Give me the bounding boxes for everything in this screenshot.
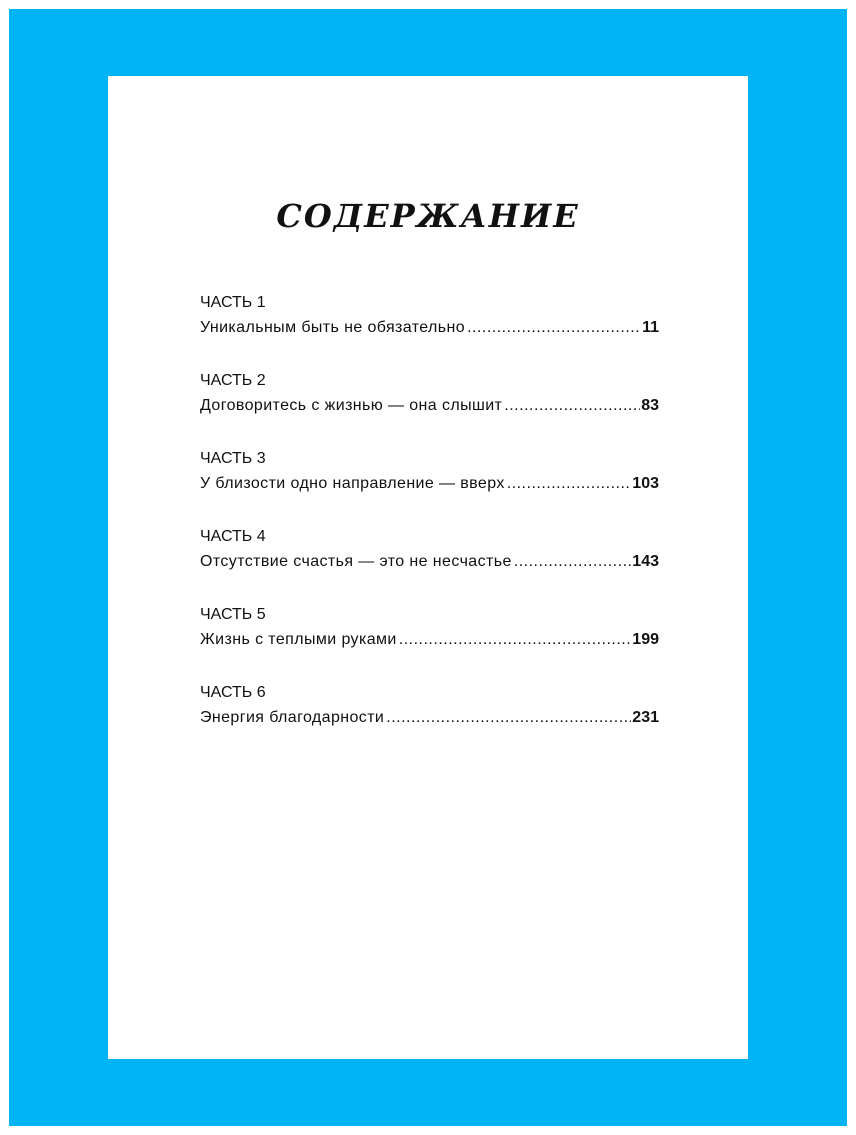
toc-line bbox=[200, 473, 659, 495]
toc-part-label: ЧАСТЬ 3 bbox=[200, 450, 266, 467]
toc-part-label: ЧАСТЬ 1 bbox=[200, 294, 266, 311]
toc-entry bbox=[200, 682, 659, 760]
toc-chapter-title: Жизнь с теплыми руками bbox=[200, 631, 397, 648]
toc-part-label: ЧАСТЬ 6 bbox=[200, 684, 266, 701]
toc-leader-dots bbox=[386, 707, 631, 729]
toc-part-label: ЧАСТЬ 5 bbox=[200, 606, 266, 623]
toc-page-number: 231 bbox=[632, 709, 659, 726]
toc-page-number: 103 bbox=[632, 475, 659, 492]
toc-chapter-title: Отсутствие счастья — это не несчастье bbox=[200, 553, 512, 570]
toc-entry bbox=[200, 448, 659, 526]
toc-page-number: 143 bbox=[632, 553, 659, 570]
toc-page-number: 11 bbox=[642, 319, 659, 336]
toc-entry bbox=[200, 292, 659, 370]
toc-leader-dots bbox=[507, 473, 632, 495]
toc-part-label: ЧАСТЬ 2 bbox=[200, 372, 266, 389]
toc-page-number: 83 bbox=[641, 397, 659, 414]
toc-line bbox=[200, 317, 659, 339]
toc-leader-dots bbox=[504, 395, 640, 417]
toc-line bbox=[200, 707, 659, 729]
toc-line bbox=[200, 395, 659, 417]
toc-chapter-title: Договоритесь с жизнью — она слышит bbox=[200, 397, 503, 414]
toc-page-number: 199 bbox=[632, 631, 659, 648]
toc-entry bbox=[200, 604, 659, 682]
toc-entry bbox=[200, 526, 659, 604]
toc-chapter-title: Энергия благодарности bbox=[200, 709, 385, 726]
toc-line bbox=[200, 629, 659, 651]
table-of-contents bbox=[200, 292, 659, 760]
toc-chapter-title: Уникальным быть не обязательно bbox=[200, 319, 466, 336]
toc-line bbox=[200, 551, 659, 573]
toc-leader-dots bbox=[399, 629, 632, 651]
toc-part-label: ЧАСТЬ 4 bbox=[200, 528, 266, 545]
toc-chapter-title: У близости одно направление — вверх bbox=[200, 475, 505, 492]
book-page bbox=[108, 76, 748, 1059]
toc-leader-dots bbox=[467, 317, 641, 339]
page-title: СОДЕРЖАНИЕ bbox=[276, 197, 580, 235]
toc-leader-dots bbox=[514, 551, 632, 573]
toc-entry bbox=[200, 370, 659, 448]
